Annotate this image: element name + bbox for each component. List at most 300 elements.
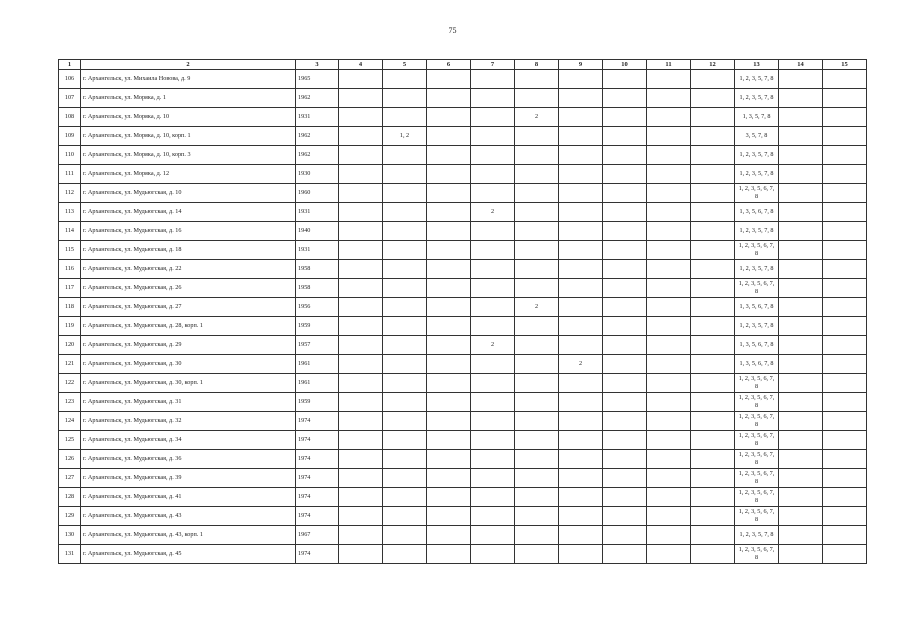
- row-year: 1931: [296, 108, 339, 127]
- column-header-11: 11: [647, 60, 691, 70]
- row-col-11: [647, 184, 691, 203]
- row-col-8: [515, 545, 559, 564]
- row-col-8: [515, 488, 559, 507]
- row-year: 1974: [296, 545, 339, 564]
- row-col-6: [427, 526, 471, 545]
- row-col-4: [339, 184, 383, 203]
- table-row: [59, 260, 867, 279]
- row-address: г. Архангельск, ул. Мудьюгская, д. 22: [81, 260, 296, 279]
- row-col-9: [559, 488, 603, 507]
- row-col-11: [647, 488, 691, 507]
- row-col-10: [603, 545, 647, 564]
- row-col-7: [471, 108, 515, 127]
- row-address: г. Архангельск, ул. Мудьюгская, д. 30: [81, 355, 296, 374]
- row-col-12: [691, 241, 735, 260]
- row-col-10: [603, 526, 647, 545]
- row-address: г. Архангельск, ул. Мудьюгская, д. 10: [81, 184, 296, 203]
- row-col-8: [515, 469, 559, 488]
- column-header-15: 15: [823, 60, 867, 70]
- row-address: г. Архангельск, ул. Мудьюгская, д. 39: [81, 469, 296, 488]
- row-number: 112: [59, 184, 81, 203]
- table-body: [59, 70, 867, 564]
- row-col-8: [515, 89, 559, 108]
- row-col-7: [471, 374, 515, 393]
- row-col-15: [823, 241, 867, 260]
- row-col-9: [559, 260, 603, 279]
- row-col-11: [647, 336, 691, 355]
- column-header-6: 6: [427, 60, 471, 70]
- row-col-7: [471, 412, 515, 431]
- row-col-10: [603, 222, 647, 241]
- column-header-4: 4: [339, 60, 383, 70]
- row-col-5: [383, 108, 427, 127]
- row-col-11: [647, 70, 691, 89]
- row-number: 124: [59, 412, 81, 431]
- row-year: 1962: [296, 89, 339, 108]
- row-col-5: [383, 431, 427, 450]
- row-col-5: [383, 165, 427, 184]
- row-col-10: [603, 279, 647, 298]
- row-col-9: [559, 222, 603, 241]
- row-col-12: [691, 184, 735, 203]
- row-col-15: [823, 260, 867, 279]
- row-address: г. Архангельск, ул. Мудьюгская, д. 18: [81, 241, 296, 260]
- table-row: [59, 412, 867, 431]
- row-year: 1956: [296, 298, 339, 317]
- row-col-5: [383, 317, 427, 336]
- row-col-11: [647, 108, 691, 127]
- column-header-8: 8: [515, 60, 559, 70]
- table-row: [59, 393, 867, 412]
- table-row: [59, 127, 867, 146]
- row-col-7: [471, 545, 515, 564]
- row-col-13: 1, 3, 5, 6, 7, 8: [735, 298, 779, 317]
- row-col-14: [779, 203, 823, 222]
- row-col-6: [427, 336, 471, 355]
- row-col-10: [603, 507, 647, 526]
- row-col-14: [779, 393, 823, 412]
- row-address: г. Архангельск, ул. Мудьюгская, д. 45: [81, 545, 296, 564]
- row-col-5: [383, 412, 427, 431]
- row-col-11: [647, 146, 691, 165]
- table-row: [59, 279, 867, 298]
- row-col-9: [559, 374, 603, 393]
- row-col-6: [427, 127, 471, 146]
- row-col-9: [559, 127, 603, 146]
- table-row: [59, 89, 867, 108]
- row-col-10: [603, 393, 647, 412]
- row-col-12: [691, 165, 735, 184]
- row-col-4: [339, 431, 383, 450]
- row-col-14: [779, 355, 823, 374]
- row-col-7: [471, 507, 515, 526]
- row-col-4: [339, 393, 383, 412]
- row-col-12: [691, 298, 735, 317]
- row-address: г. Архангельск, ул. Мудьюгская, д. 41: [81, 488, 296, 507]
- row-col-12: [691, 450, 735, 469]
- row-col-9: [559, 298, 603, 317]
- row-col-15: [823, 222, 867, 241]
- column-header-10: 10: [603, 60, 647, 70]
- row-col-9: [559, 507, 603, 526]
- row-col-8: [515, 203, 559, 222]
- row-col-5: [383, 545, 427, 564]
- row-col-7: [471, 469, 515, 488]
- row-col-12: [691, 507, 735, 526]
- row-col-12: [691, 545, 735, 564]
- row-col-15: [823, 412, 867, 431]
- row-col-10: [603, 488, 647, 507]
- row-col-9: 2: [559, 355, 603, 374]
- row-col-7: [471, 89, 515, 108]
- row-year: 1974: [296, 412, 339, 431]
- row-number: 111: [59, 165, 81, 184]
- row-address: г. Архангельск, ул. Мудьюгская, д. 43: [81, 507, 296, 526]
- row-col-5: [383, 298, 427, 317]
- row-col-13: 1, 2, 3, 5, 6, 7, 8: [735, 488, 779, 507]
- row-year: 1931: [296, 203, 339, 222]
- row-col-8: [515, 146, 559, 165]
- row-col-7: [471, 298, 515, 317]
- table-row: [59, 431, 867, 450]
- row-year: 1959: [296, 317, 339, 336]
- row-col-4: [339, 526, 383, 545]
- row-col-4: [339, 336, 383, 355]
- row-year: 1974: [296, 431, 339, 450]
- row-col-11: [647, 298, 691, 317]
- row-col-10: [603, 412, 647, 431]
- row-number: 127: [59, 469, 81, 488]
- row-col-6: [427, 108, 471, 127]
- row-col-13: 1, 2, 3, 5, 6, 7, 8: [735, 431, 779, 450]
- row-address: г. Архангельск, ул. Мудьюгская, д. 28, корп. 1: [81, 317, 296, 336]
- row-col-15: [823, 374, 867, 393]
- row-col-12: [691, 431, 735, 450]
- table-row: [59, 355, 867, 374]
- row-col-15: [823, 146, 867, 165]
- row-col-8: [515, 526, 559, 545]
- row-col-10: [603, 146, 647, 165]
- row-number: 116: [59, 260, 81, 279]
- table-row: [59, 526, 867, 545]
- row-col-4: [339, 507, 383, 526]
- row-col-15: [823, 336, 867, 355]
- row-col-10: [603, 298, 647, 317]
- row-address: г. Архангельск, ул. Мудьюгская, д. 27: [81, 298, 296, 317]
- row-number: 126: [59, 450, 81, 469]
- row-col-11: [647, 260, 691, 279]
- row-col-4: [339, 374, 383, 393]
- row-col-6: [427, 545, 471, 564]
- row-col-8: [515, 317, 559, 336]
- row-col-14: [779, 184, 823, 203]
- row-col-15: [823, 393, 867, 412]
- row-col-13: 1, 2, 3, 5, 6, 7, 8: [735, 241, 779, 260]
- row-year: 1962: [296, 127, 339, 146]
- row-col-9: [559, 393, 603, 412]
- row-col-9: [559, 89, 603, 108]
- row-col-4: [339, 450, 383, 469]
- row-col-11: [647, 222, 691, 241]
- row-col-6: [427, 412, 471, 431]
- row-col-15: [823, 184, 867, 203]
- row-col-7: [471, 450, 515, 469]
- row-col-5: [383, 241, 427, 260]
- row-col-6: [427, 70, 471, 89]
- column-header-14: 14: [779, 60, 823, 70]
- row-col-6: [427, 165, 471, 184]
- row-address: г. Архангельск, ул. Михаила Новова, д. 9: [81, 70, 296, 89]
- row-address: г. Архангельск, ул. Моряка, д. 10: [81, 108, 296, 127]
- row-col-6: [427, 298, 471, 317]
- row-col-4: [339, 165, 383, 184]
- row-col-6: [427, 393, 471, 412]
- row-col-12: [691, 127, 735, 146]
- row-col-6: [427, 146, 471, 165]
- row-col-5: [383, 146, 427, 165]
- row-col-14: [779, 241, 823, 260]
- row-number: 114: [59, 222, 81, 241]
- row-number: 130: [59, 526, 81, 545]
- row-col-7: [471, 222, 515, 241]
- row-col-8: [515, 165, 559, 184]
- row-col-7: [471, 241, 515, 260]
- row-col-10: [603, 336, 647, 355]
- row-col-15: [823, 89, 867, 108]
- row-col-8: [515, 412, 559, 431]
- row-col-6: [427, 260, 471, 279]
- row-col-4: [339, 127, 383, 146]
- row-address: г. Архангельск, ул. Мудьюгская, д. 43, корп. 1: [81, 526, 296, 545]
- row-col-5: [383, 507, 427, 526]
- row-address: г. Архангельск, ул. Мудьюгская, д. 26: [81, 279, 296, 298]
- row-col-4: [339, 545, 383, 564]
- row-col-15: [823, 203, 867, 222]
- row-col-8: [515, 393, 559, 412]
- row-number: 110: [59, 146, 81, 165]
- row-address: г. Архангельск, ул. Мудьюгская, д. 36: [81, 450, 296, 469]
- row-col-14: [779, 412, 823, 431]
- row-col-9: [559, 450, 603, 469]
- row-col-9: [559, 526, 603, 545]
- row-col-13: 1, 2, 3, 5, 6, 7, 8: [735, 507, 779, 526]
- row-col-14: [779, 450, 823, 469]
- table-row: [59, 184, 867, 203]
- row-col-14: [779, 298, 823, 317]
- row-col-13: 1, 3, 5, 7, 8: [735, 108, 779, 127]
- row-col-10: [603, 203, 647, 222]
- row-year: 1974: [296, 488, 339, 507]
- row-address: г. Архангельск, ул. Моряка, д. 10, корп. 1: [81, 127, 296, 146]
- row-col-14: [779, 260, 823, 279]
- row-col-9: [559, 108, 603, 127]
- row-col-11: [647, 317, 691, 336]
- column-header-1: 1: [59, 60, 81, 70]
- row-col-7: [471, 165, 515, 184]
- row-col-8: [515, 507, 559, 526]
- row-col-5: [383, 222, 427, 241]
- row-col-9: [559, 241, 603, 260]
- row-col-13: 1, 2, 3, 5, 6, 7, 8: [735, 545, 779, 564]
- row-col-9: [559, 431, 603, 450]
- table-row: [59, 450, 867, 469]
- row-col-5: [383, 279, 427, 298]
- row-col-8: [515, 127, 559, 146]
- row-year: 1965: [296, 70, 339, 89]
- row-col-12: [691, 393, 735, 412]
- row-col-4: [339, 89, 383, 108]
- row-col-15: [823, 355, 867, 374]
- row-col-8: [515, 279, 559, 298]
- row-col-5: [383, 526, 427, 545]
- row-col-12: [691, 279, 735, 298]
- row-col-9: [559, 184, 603, 203]
- row-col-5: [383, 374, 427, 393]
- row-col-8: [515, 260, 559, 279]
- row-col-11: [647, 545, 691, 564]
- row-col-11: [647, 241, 691, 260]
- row-col-10: [603, 127, 647, 146]
- row-col-15: [823, 450, 867, 469]
- row-col-13: 1, 2, 3, 5, 6, 7, 8: [735, 393, 779, 412]
- row-col-12: [691, 89, 735, 108]
- row-col-14: [779, 222, 823, 241]
- table-row: [59, 241, 867, 260]
- row-col-11: [647, 431, 691, 450]
- row-col-7: [471, 146, 515, 165]
- row-col-14: [779, 488, 823, 507]
- row-col-14: [779, 545, 823, 564]
- row-year: 1962: [296, 146, 339, 165]
- table-header: [59, 60, 867, 70]
- row-year: 1958: [296, 279, 339, 298]
- row-col-8: 2: [515, 108, 559, 127]
- row-col-6: [427, 203, 471, 222]
- row-col-9: [559, 165, 603, 184]
- row-col-11: [647, 165, 691, 184]
- row-col-10: [603, 374, 647, 393]
- row-year: 1961: [296, 374, 339, 393]
- row-col-9: [559, 545, 603, 564]
- row-col-15: [823, 545, 867, 564]
- row-col-4: [339, 412, 383, 431]
- row-address: г. Архангельск, ул. Моряка, д. 1: [81, 89, 296, 108]
- row-col-9: [559, 70, 603, 89]
- row-col-9: [559, 412, 603, 431]
- row-col-15: [823, 70, 867, 89]
- row-number: 107: [59, 89, 81, 108]
- row-col-11: [647, 279, 691, 298]
- row-col-11: [647, 203, 691, 222]
- row-col-8: [515, 355, 559, 374]
- row-col-12: [691, 146, 735, 165]
- row-col-8: [515, 431, 559, 450]
- row-year: 1959: [296, 393, 339, 412]
- row-col-4: [339, 241, 383, 260]
- row-col-9: [559, 279, 603, 298]
- row-col-4: [339, 260, 383, 279]
- row-col-12: [691, 374, 735, 393]
- row-col-13: 1, 3, 5, 6, 7, 8: [735, 355, 779, 374]
- table-row: [59, 336, 867, 355]
- table-row: [59, 298, 867, 317]
- row-col-13: 1, 2, 3, 5, 6, 7, 8: [735, 374, 779, 393]
- row-col-5: [383, 260, 427, 279]
- row-col-10: [603, 450, 647, 469]
- column-header-3: 3: [296, 60, 339, 70]
- row-year: 1940: [296, 222, 339, 241]
- row-col-12: [691, 317, 735, 336]
- row-col-5: [383, 70, 427, 89]
- row-col-8: [515, 336, 559, 355]
- row-year: 1960: [296, 184, 339, 203]
- register-table: [58, 59, 867, 564]
- row-address: г. Архангельск, ул. Моряка, д. 10, корп. 3: [81, 146, 296, 165]
- row-number: 109: [59, 127, 81, 146]
- row-col-5: 1, 2: [383, 127, 427, 146]
- row-col-7: [471, 70, 515, 89]
- row-col-14: [779, 165, 823, 184]
- row-col-10: [603, 70, 647, 89]
- row-address: г. Архангельск, ул. Мудьюгская, д. 32: [81, 412, 296, 431]
- row-col-13: 1, 2, 3, 5, 7, 8: [735, 89, 779, 108]
- row-col-7: [471, 488, 515, 507]
- row-col-15: [823, 488, 867, 507]
- row-col-13: 1, 2, 3, 5, 7, 8: [735, 70, 779, 89]
- row-col-11: [647, 89, 691, 108]
- row-col-5: [383, 393, 427, 412]
- row-address: г. Архангельск, ул. Мудьюгская, д. 31: [81, 393, 296, 412]
- row-col-4: [339, 146, 383, 165]
- row-year: 1967: [296, 526, 339, 545]
- row-col-14: [779, 526, 823, 545]
- row-col-6: [427, 488, 471, 507]
- row-col-5: [383, 450, 427, 469]
- column-header-9: 9: [559, 60, 603, 70]
- column-header-5: 5: [383, 60, 427, 70]
- row-number: 128: [59, 488, 81, 507]
- row-col-11: [647, 355, 691, 374]
- row-number: 129: [59, 507, 81, 526]
- row-col-14: [779, 336, 823, 355]
- table-row: [59, 70, 867, 89]
- row-col-14: [779, 89, 823, 108]
- row-col-6: [427, 374, 471, 393]
- row-col-15: [823, 507, 867, 526]
- row-col-14: [779, 127, 823, 146]
- row-col-14: [779, 469, 823, 488]
- row-col-6: [427, 241, 471, 260]
- row-number: 125: [59, 431, 81, 450]
- row-col-13: 1, 2, 3, 5, 6, 7, 8: [735, 279, 779, 298]
- row-col-12: [691, 412, 735, 431]
- row-year: 1957: [296, 336, 339, 355]
- row-address: г. Архангельск, ул. Мудьюгская, д. 30, корп. 1: [81, 374, 296, 393]
- table-row: [59, 545, 867, 564]
- row-address: г. Архангельск, ул. Мудьюгская, д. 14: [81, 203, 296, 222]
- row-col-8: [515, 70, 559, 89]
- column-header-7: 7: [471, 60, 515, 70]
- table-row: [59, 165, 867, 184]
- row-col-13: 1, 2, 3, 5, 7, 8: [735, 260, 779, 279]
- row-year: 1974: [296, 507, 339, 526]
- row-col-6: [427, 431, 471, 450]
- row-col-8: [515, 374, 559, 393]
- row-col-13: 1, 2, 3, 5, 6, 7, 8: [735, 450, 779, 469]
- row-col-13: 1, 3, 5, 6, 7, 8: [735, 336, 779, 355]
- row-col-15: [823, 165, 867, 184]
- row-number: 115: [59, 241, 81, 260]
